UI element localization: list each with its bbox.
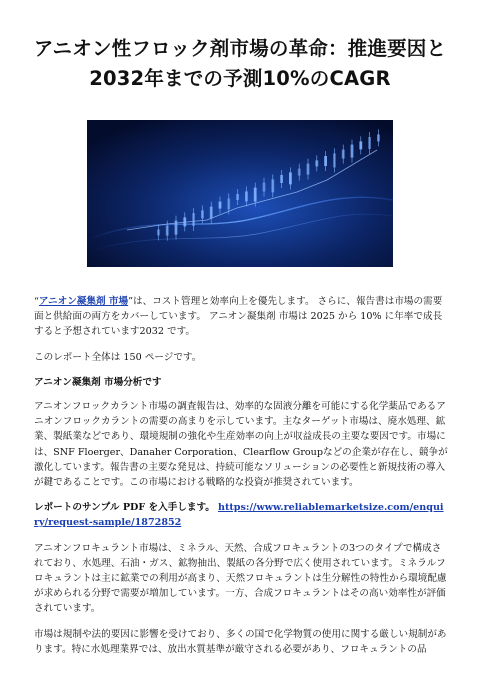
intro-paragraph: “アニオン凝集剤 市場”は、コスト管理と効率向上を優先します。 さらに、報告書は市場の需要面と供給面の両方をカバーしています。 アニオン凝集剤 市場は 2025 から 10% に年率で成長すると予想されています2032 です。 [34, 296, 443, 338]
candle-body [368, 137, 371, 149]
candle-body [271, 179, 274, 192]
candle-body [307, 164, 310, 175]
candle-body [210, 207, 213, 219]
candle-body [183, 217, 186, 226]
candle-body [280, 175, 283, 183]
financial-chart-illustration [87, 120, 393, 267]
sample-request [34, 500, 448, 530]
market-link[interactable]: アニオン凝集剤 市場 [38, 296, 129, 307]
title-line-2: 2032年までの予測10%のCAGR [89, 67, 391, 90]
pages-note: このレポート全体は 150 ページです。 [34, 351, 202, 363]
analysis-heading: アニオン凝集剤 市場分析です [34, 376, 162, 388]
candle-body [166, 226, 169, 236]
candle-body [236, 194, 239, 200]
candle-body [263, 183, 266, 192]
candle-body [245, 191, 248, 201]
regulation-paragraph: 市場は規制や法的要因に影響を受けており、多くの国で化学物質の使用に関する厳しい規制があります。特に水処理業界では、放出水質基準が厳守される必要があり、フロキュラントの品 [34, 628, 447, 655]
candle-body [254, 188, 257, 202]
candle-body [201, 210, 204, 218]
candle-body [157, 229, 160, 235]
title-line-1: アニオン性フロック剤市場の革命：推進要因と [33, 37, 447, 60]
candle-body [342, 150, 345, 159]
candle-body [219, 202, 222, 209]
candle-body [192, 213, 195, 226]
analysis-paragraph: アニオンフロックカラント市場の調査報告は、効率的な固液分離を可能にする化学薬品であるアニオンフロックカラントの需要の高まりを示しています。主なターゲット市場は、廃水処理、鉱業、製紙業などであり、環境規制の強化や生産効率の向上が収益成長の主要な要因です。市場には、SNF Floerger、Danaher Corporation、Clearflow Groupなどの企業が存在し、競争が激化しています。報告書の主要な発見は、持続可能なソリューションの必要性と新規技術の導入が鍵であることです。この市場における戦略的な投資が推奨されています。 [34, 401, 448, 489]
types-paragraph: アニオンフロキュラント市場は、ミネラル、天然、合成フロキュラントの3つのタイプで構成されており、水処理、石油・ガス、鉱物抽出、製紙の各分野で広く使用されています。ミネラルフロキュラントは主に鉱業での利用が高まり、天然フロキュラントは生分解性の特性から環境配慮が求められる分野で需要が増加しています。一方、合成フロキュラントはその高い効率性が評価されています。 [34, 542, 447, 615]
page-title [20, 34, 460, 94]
candle-body [227, 198, 230, 209]
candle-body [289, 172, 292, 184]
hero-image [87, 120, 393, 267]
candle-body [315, 160, 318, 166]
hero-background [87, 120, 393, 267]
candle-body [175, 221, 178, 235]
candle-body [324, 156, 327, 166]
candle-body [333, 153, 336, 167]
sample-label: レポートのサンプル PDF を入手します。 [34, 502, 215, 514]
article-body [34, 294, 448, 667]
candle-body [298, 169, 301, 176]
sample-link[interactable]: https://www.reliablemarketsize.com/enquiry/request-sample/1872852 [34, 502, 444, 529]
candle-body [377, 134, 380, 141]
candle-body [351, 145, 354, 158]
candle-body [359, 141, 362, 149]
